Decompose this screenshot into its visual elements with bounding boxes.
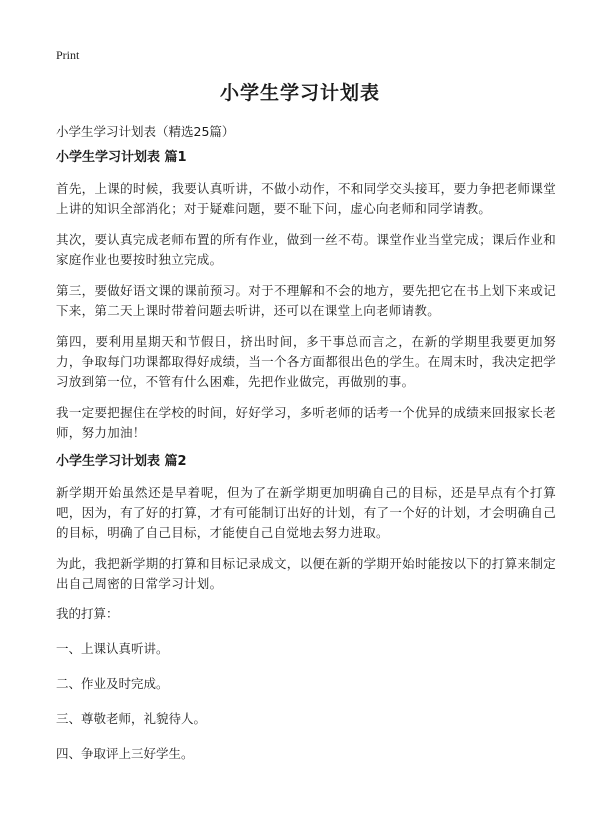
print-link[interactable]: Print xyxy=(56,48,80,62)
paragraph: 第三，要做好语文课的课前预习。对于不理解和不会的地方，要先把它在书上划下来或记下来，第二天上课时带着问题去听讲，还可以在课堂上向老师请教。 xyxy=(56,283,556,318)
section-heading: 小学生学习计划表 篇1 xyxy=(56,150,187,165)
document-subtitle: 小学生学习计划表（精选25篇） xyxy=(56,124,235,139)
paragraph: 新学期开始虽然还是早着呢，但为了在新学期更加明确自己的目标，还是早点有个打算吧，因为，有了好的打算，才有可能制订出好的计划，有了一个好的计划，才会明确自己的目标，明确了自己目标，才能使自己自觉地去努力进取。 xyxy=(56,485,556,540)
document-title: 小学生学习计划表 xyxy=(219,82,380,104)
document-body xyxy=(56,150,556,780)
paragraph: 其次，要认真完成老师布置的所有作业，做到一丝不苟。课堂作业当堂完成；课后作业和家庭作业也要按时独立完成。 xyxy=(56,232,556,267)
section-heading: 小学生学习计划表 篇2 xyxy=(56,454,187,469)
list-item: 三、尊敬老师，礼貌待人。 xyxy=(56,711,207,726)
list-item: 一、上课认真听讲。 xyxy=(56,641,169,656)
paragraph: 第四，要利用星期天和节假日，挤出时间，多干事总而言之，在新的学期里我要更加努力，争取每门功课都取得好成绩，当一个各方面都很出色的学生。在周末时，我决定把学习放到第一位，不管有什么困难，先把作业做完，再做别的事。 xyxy=(56,334,556,389)
section-1 xyxy=(56,150,556,443)
paragraph: 我的打算： xyxy=(56,606,119,621)
list-item: 四、争取评上三好学生。 xyxy=(56,746,194,761)
list-item: 二、作业及时完成。 xyxy=(56,676,169,691)
paragraph: 为此，我把新学期的打算和目标记录成文，以便在新的学期开始时能按以下的打算来制定出自己周密的日常学习计划。 xyxy=(56,556,556,591)
paragraph: 我一定要把握住在学校的时间，好好学习，多听老师的话考一个优异的成绩来回报家长老师，努力加油！ xyxy=(56,405,556,440)
paragraph: 首先，上课的时候，我要认真听讲，不做小动作，不和同学交头接耳，要力争把老师课堂上讲的知识全部消化；对于疑难问题，要不耻下问，虚心向老师和同学请教。 xyxy=(56,181,556,216)
section-2 xyxy=(56,454,556,763)
